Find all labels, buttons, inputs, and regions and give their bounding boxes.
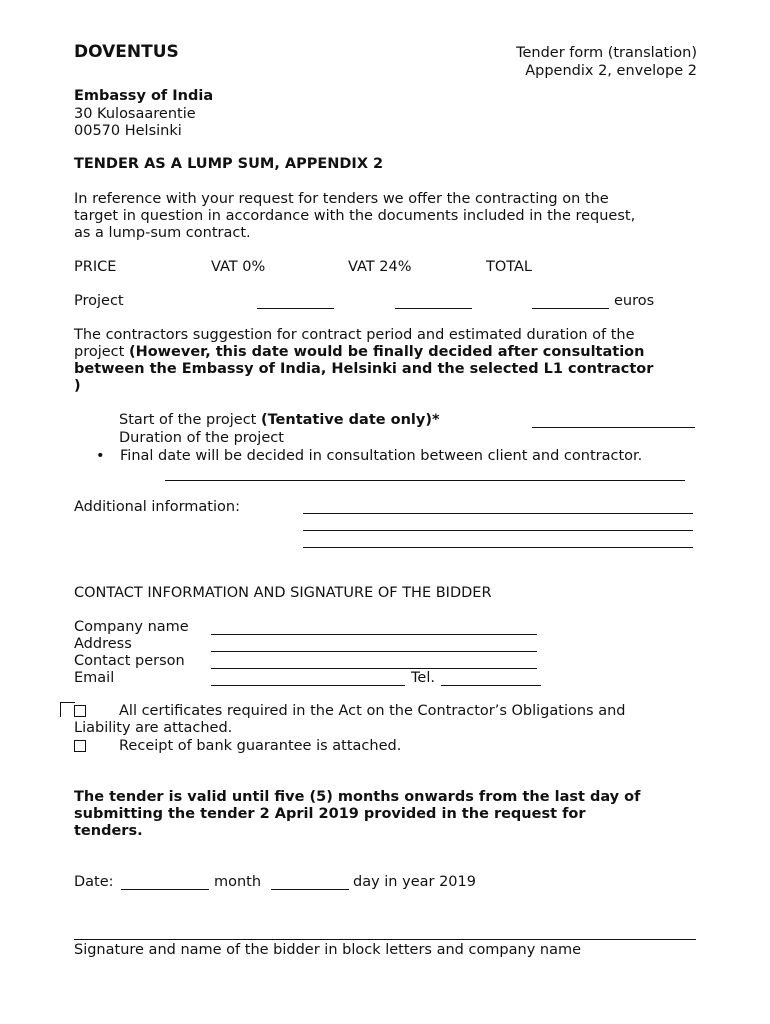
total-price-field[interactable] [532, 308, 609, 309]
duration-field[interactable] [165, 480, 685, 481]
currency-unit: euros [614, 293, 655, 309]
contact-person-field[interactable] [211, 668, 537, 669]
month-label: month [214, 874, 262, 890]
vat24-price-field[interactable] [395, 308, 472, 309]
intro-line: target in question in accordance with the documents included in the request, [74, 208, 636, 224]
validity-text: tenders. [74, 823, 143, 839]
validity-text: submitting the tender 2 April 2019 provided in the request for [74, 806, 586, 822]
vat0-header: VAT 0% [211, 259, 266, 275]
vat0-price-field[interactable] [257, 308, 334, 309]
additional-info-label: Additional information: [74, 499, 240, 515]
duration-text: project (However, this date would be finally decided after consultation [74, 344, 645, 360]
date-label: Date: [74, 874, 114, 890]
date-field[interactable] [121, 889, 209, 890]
bullet-icon: • [96, 448, 105, 464]
recipient-street: 30 Kulosaarentie [74, 106, 196, 122]
tel-label: Tel. [411, 670, 435, 686]
company-name: DOVENTUS [74, 42, 179, 62]
checkbox-mark [60, 702, 75, 717]
email-field[interactable] [211, 685, 405, 686]
email-label: Email [74, 670, 115, 686]
duration-of-project-label: Duration of the project [119, 430, 284, 446]
signature-field[interactable] [74, 939, 696, 940]
start-date-field[interactable] [532, 427, 695, 428]
appendix-ref: Appendix 2, envelope 2 [525, 63, 697, 79]
price-header: PRICE [74, 259, 117, 275]
recipient-city: 00570 Helsinki [74, 123, 182, 139]
validity-text: The tender is valid until five (5) months onwards from the last day of [74, 789, 641, 805]
certificates-text: All certificates required in the Act on the Contractor’s Obligations and [119, 703, 626, 719]
contact-person-label: Contact person [74, 653, 185, 669]
contact-heading: CONTACT INFORMATION AND SIGNATURE OF THE BIDDER [74, 585, 492, 601]
recipient-name: Embassy of India [74, 88, 214, 104]
address-field[interactable] [211, 651, 537, 652]
total-header: TOTAL [486, 259, 532, 275]
final-date-note: Final date will be decided in consultation between client and contractor. [120, 448, 643, 464]
signature-caption: Signature and name of the bidder in block letters and company name [74, 942, 582, 958]
duration-text: The contractors suggestion for contract period and estimated duration of the [74, 327, 635, 343]
certificates-checkbox[interactable] [74, 704, 86, 721]
intro-line: In reference with your request for tenders we offer the contracting on the [74, 191, 609, 207]
guarantee-checkbox[interactable] [74, 739, 86, 756]
project-label: Project [74, 293, 124, 309]
company-name-label: Company name [74, 619, 189, 635]
day-year-label: day in year 2019 [353, 874, 476, 890]
tel-field[interactable] [441, 685, 541, 686]
duration-text: between the Embassy of India, Helsinki and the selected L1 contractor [74, 361, 654, 377]
form-type: Tender form (translation) [516, 45, 697, 61]
company-name-field[interactable] [211, 634, 537, 635]
guarantee-text: Receipt of bank guarantee is attached. [119, 738, 402, 754]
certificates-text: Liability are attached. [74, 720, 233, 736]
additional-info-field[interactable] [303, 530, 693, 531]
duration-text: ) [74, 378, 81, 394]
page-title: TENDER AS A LUMP SUM, APPENDIX 2 [74, 156, 384, 172]
address-label: Address [74, 636, 132, 652]
additional-info-field[interactable] [303, 547, 693, 548]
additional-info-field[interactable] [303, 513, 693, 514]
vat24-header: VAT 24% [348, 259, 412, 275]
month-field[interactable] [271, 889, 349, 890]
intro-line: as a lump-sum contract. [74, 225, 251, 241]
start-of-project-label: Start of the project (Tentative date only)* [119, 412, 440, 428]
